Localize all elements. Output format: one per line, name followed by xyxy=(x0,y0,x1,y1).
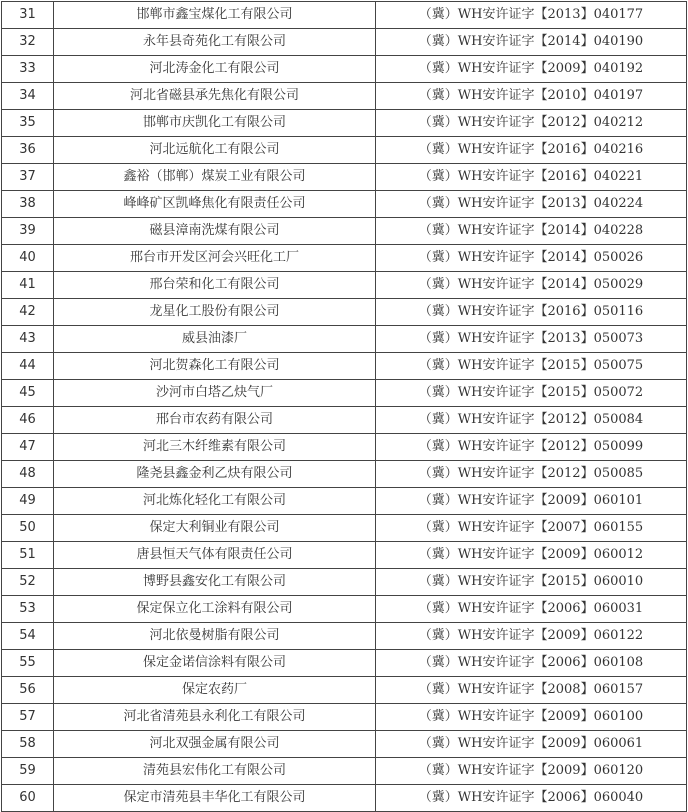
table-row xyxy=(2,461,687,488)
company-name: 河北三木纤维素有限公司 xyxy=(54,434,376,461)
table-row xyxy=(2,83,687,110)
table-row xyxy=(2,434,687,461)
table-row xyxy=(2,758,687,785)
table-row xyxy=(2,137,687,164)
row-number: 55 xyxy=(2,650,54,677)
permit-number: （冀）WH安许证字【2015】050075 xyxy=(376,353,687,380)
company-name: 邢台市开发区河会兴旺化工厂 xyxy=(54,245,376,272)
company-name: 永年县奇苑化工有限公司 xyxy=(54,29,376,56)
company-name: 邯郸市庆凯化工有限公司 xyxy=(54,110,376,137)
table-row xyxy=(2,569,687,596)
row-number: 53 xyxy=(2,596,54,623)
row-number: 49 xyxy=(2,488,54,515)
company-name: 邢台荣和化工有限公司 xyxy=(54,272,376,299)
company-name: 隆尧县鑫金利乙炔有限公司 xyxy=(54,461,376,488)
row-number: 40 xyxy=(2,245,54,272)
permit-number: （冀）WH安许证字【2009】060012 xyxy=(376,542,687,569)
permit-number: （冀）WH安许证字【2012】050085 xyxy=(376,461,687,488)
permit-number: （冀）WH安许证字【2014】040228 xyxy=(376,218,687,245)
company-name: 保定金诺信涂料有限公司 xyxy=(54,650,376,677)
permit-number: （冀）WH安许证字【2016】040221 xyxy=(376,164,687,191)
company-name: 保定大利铜业有限公司 xyxy=(54,515,376,542)
company-name: 沙河市白塔乙炔气厂 xyxy=(54,380,376,407)
row-number: 34 xyxy=(2,83,54,110)
table-row xyxy=(2,515,687,542)
permit-number: （冀）WH安许证字【2009】060061 xyxy=(376,731,687,758)
table-row xyxy=(2,218,687,245)
company-name: 保定保立化工涂料有限公司 xyxy=(54,596,376,623)
table-row xyxy=(2,785,687,812)
row-number: 48 xyxy=(2,461,54,488)
table-row xyxy=(2,2,687,29)
permit-number: （冀）WH安许证字【2013】050073 xyxy=(376,326,687,353)
company-name: 博野县鑫安化工有限公司 xyxy=(54,569,376,596)
company-name: 龙星化工股份有限公司 xyxy=(54,299,376,326)
company-name: 保定农药厂 xyxy=(54,677,376,704)
permit-number: （冀）WH安许证字【2009】040192 xyxy=(376,56,687,83)
company-name: 河北远航化工有限公司 xyxy=(54,137,376,164)
permit-number: （冀）WH安许证字【2012】050099 xyxy=(376,434,687,461)
permit-number: （冀）WH安许证字【2006】060108 xyxy=(376,650,687,677)
row-number: 52 xyxy=(2,569,54,596)
row-number: 38 xyxy=(2,191,54,218)
table-row xyxy=(2,110,687,137)
row-number: 46 xyxy=(2,407,54,434)
table-row xyxy=(2,596,687,623)
row-number: 45 xyxy=(2,380,54,407)
company-name: 清苑县宏伟化工有限公司 xyxy=(54,758,376,785)
permit-table-body xyxy=(2,2,687,812)
table-row xyxy=(2,542,687,569)
company-name: 磁县漳南洗煤有限公司 xyxy=(54,218,376,245)
row-number: 37 xyxy=(2,164,54,191)
company-name: 河北省清苑县永利化工有限公司 xyxy=(54,704,376,731)
table-row xyxy=(2,704,687,731)
table-row xyxy=(2,650,687,677)
table-row xyxy=(2,353,687,380)
company-name: 峰峰矿区凯峰焦化有限责任公司 xyxy=(54,191,376,218)
permit-number: （冀）WH安许证字【2010】040197 xyxy=(376,83,687,110)
company-name: 威县油漆厂 xyxy=(54,326,376,353)
row-number: 58 xyxy=(2,731,54,758)
table-row xyxy=(2,677,687,704)
company-name: 河北双强金属有限公司 xyxy=(54,731,376,758)
table-row xyxy=(2,380,687,407)
company-name: 河北炼化轻化工有限公司 xyxy=(54,488,376,515)
row-number: 51 xyxy=(2,542,54,569)
permit-number: （冀）WH安许证字【2012】040212 xyxy=(376,110,687,137)
permit-number: （冀）WH安许证字【2016】040216 xyxy=(376,137,687,164)
permit-number: （冀）WH安许证字【2015】050072 xyxy=(376,380,687,407)
permit-number: （冀）WH安许证字【2013】040177 xyxy=(376,2,687,29)
row-number: 31 xyxy=(2,2,54,29)
company-name: 邯郸市鑫宝煤化工有限公司 xyxy=(54,2,376,29)
permit-number: （冀）WH安许证字【2014】050026 xyxy=(376,245,687,272)
company-name: 保定市清苑县丰华化工有限公司 xyxy=(54,785,376,812)
row-number: 39 xyxy=(2,218,54,245)
company-name: 鑫裕（邯郸）煤炭工业有限公司 xyxy=(54,164,376,191)
permit-number: （冀）WH安许证字【2009】060120 xyxy=(376,758,687,785)
row-number: 35 xyxy=(2,110,54,137)
row-number: 54 xyxy=(2,623,54,650)
table-row xyxy=(2,731,687,758)
row-number: 42 xyxy=(2,299,54,326)
permit-number: （冀）WH安许证字【2006】060040 xyxy=(376,785,687,812)
table-row xyxy=(2,407,687,434)
row-number: 41 xyxy=(2,272,54,299)
company-name: 唐县恒天气体有限责任公司 xyxy=(54,542,376,569)
company-name: 河北贺森化工有限公司 xyxy=(54,353,376,380)
permit-number: （冀）WH安许证字【2013】040224 xyxy=(376,191,687,218)
row-number: 57 xyxy=(2,704,54,731)
company-name: 河北省磁县承先焦化有限公司 xyxy=(54,83,376,110)
row-number: 47 xyxy=(2,434,54,461)
table-row xyxy=(2,164,687,191)
permit-number: （冀）WH安许证字【2009】060101 xyxy=(376,488,687,515)
row-number: 50 xyxy=(2,515,54,542)
table-row xyxy=(2,272,687,299)
table-row xyxy=(2,29,687,56)
permit-number: （冀）WH安许证字【2009】060100 xyxy=(376,704,687,731)
table-row xyxy=(2,245,687,272)
permit-number: （冀）WH安许证字【2015】060010 xyxy=(376,569,687,596)
permit-number: （冀）WH安许证字【2006】060031 xyxy=(376,596,687,623)
row-number: 44 xyxy=(2,353,54,380)
permit-table xyxy=(1,1,687,812)
permit-number: （冀）WH安许证字【2012】050084 xyxy=(376,407,687,434)
permit-number: （冀）WH安许证字【2009】060122 xyxy=(376,623,687,650)
company-name: 河北依曼树脂有限公司 xyxy=(54,623,376,650)
row-number: 33 xyxy=(2,56,54,83)
table-row xyxy=(2,488,687,515)
row-number: 60 xyxy=(2,785,54,812)
permit-number: （冀）WH安许证字【2008】060157 xyxy=(376,677,687,704)
row-number: 36 xyxy=(2,137,54,164)
table-row xyxy=(2,326,687,353)
permit-number: （冀）WH安许证字【2014】040190 xyxy=(376,29,687,56)
row-number: 32 xyxy=(2,29,54,56)
company-name: 邢台市农药有限公司 xyxy=(54,407,376,434)
table-row xyxy=(2,623,687,650)
row-number: 59 xyxy=(2,758,54,785)
company-name: 河北涛金化工有限公司 xyxy=(54,56,376,83)
permit-number: （冀）WH安许证字【2016】050116 xyxy=(376,299,687,326)
permit-number: （冀）WH安许证字【2007】060155 xyxy=(376,515,687,542)
table-row xyxy=(2,56,687,83)
table-row xyxy=(2,191,687,218)
permit-number: （冀）WH安许证字【2014】050029 xyxy=(376,272,687,299)
row-number: 56 xyxy=(2,677,54,704)
table-row xyxy=(2,299,687,326)
row-number: 43 xyxy=(2,326,54,353)
